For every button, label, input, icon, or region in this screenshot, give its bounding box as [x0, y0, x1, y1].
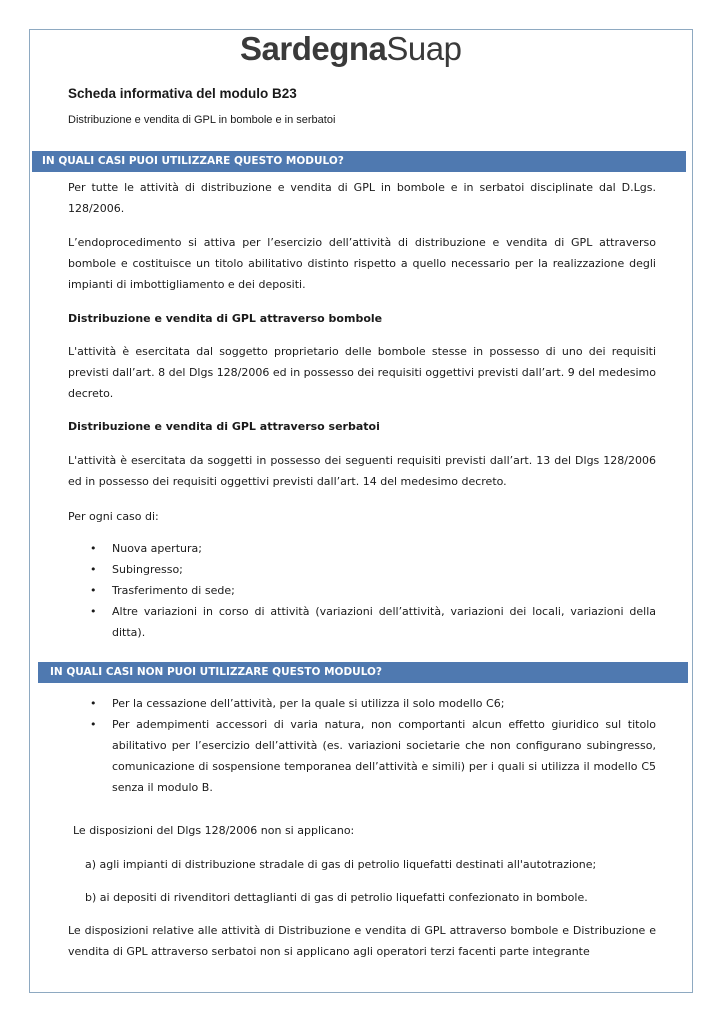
- subheading-bombole: Distribuzione e vendita di GPL attraverso bombole: [68, 312, 383, 325]
- logo-regular: Suap: [386, 30, 462, 67]
- section-heading-can-use: IN QUALI CASI PUOI UTILIZZARE QUESTO MODULO?: [32, 151, 686, 172]
- paragraph-endoprocedimento: L’endoprocedimento si attiva per l’esercizio dell’attività di distribuzione e vendita di GPL attraverso bombole e costituisce un titolo abilitativo distinto rispetto a quello necessario per la realizzazione degli impianti di imbottigliamento e dei depositi.: [68, 236, 656, 291]
- document-subtitle: Distribuzione e vendita di GPL in bombole e in serbatoi: [68, 114, 336, 126]
- paragraph-serbatoi: L'attività è esercitata da soggetti in possesso dei seguenti requisiti previsti dall’art. 13 del Dlgs 128/2006 ed in possesso dei requisiti oggettivi previsti dall’art. 14 del medesimo decreto.: [68, 454, 656, 488]
- bullet: •: [90, 563, 97, 576]
- bullet: •: [90, 605, 97, 618]
- list-item: • Per la cessazione dell’attività, per la quale si utilizza il solo modello C6;: [90, 693, 656, 714]
- logo-bold: Sardegna: [240, 30, 387, 67]
- section-heading-cannot-use: IN QUALI CASI NON PUOI UTILIZZARE QUESTO MODULO?: [38, 662, 688, 683]
- paragraph-non-si-applicano: Le disposizioni del Dlgs 128/2006 non si applicano:: [73, 824, 355, 837]
- sardegna-suap-logo: [240, 30, 461, 68]
- list-item: • Subingresso;: [90, 559, 656, 580]
- bullet: •: [90, 718, 97, 731]
- paragraph-item-a: a) agli impianti di distribuzione stradale di gas di petrolio liquefatti destinati all'autotrazione;: [85, 858, 597, 871]
- list-item: • Altre variazioni in corso di attività (variazioni dell’attività, variazioni dei locali, variazioni della ditta).: [90, 601, 656, 643]
- document-title: Scheda informativa del modulo B23: [68, 86, 297, 101]
- paragraph-bombole: L'attività è esercitata dal soggetto proprietario delle bombole stesse in possesso di uno dei requisiti previsti dall’art. 8 del Dlgs 128/2006 ed in possesso dei requisiti oggettivi previsti dall’art. 9 del medesimo decreto.: [68, 345, 656, 400]
- bullet: •: [90, 584, 97, 597]
- subheading-serbatoi: Distribuzione e vendita di GPL attraverso serbatoi: [68, 420, 380, 433]
- bullet: •: [90, 697, 97, 710]
- list-item: • Trasferimento di sede;: [90, 580, 656, 601]
- list-item: • Nuova apertura;: [90, 538, 656, 559]
- paragraph-per-ogni-caso: Per ogni caso di:: [68, 510, 159, 523]
- list-item: • Per adempimenti accessori di varia natura, non comportanti alcun effetto giuridico sul titolo abilitativo per l’esercizio dell’attività (es. variazioni societarie che non configurano subingresso, comunicazione di sospensione temporanea dell’attività e simili) per i quali si utilizza il modello C5 senza il modulo B.: [90, 714, 656, 798]
- paragraph-scope: Per tutte le attività di distribuzione e vendita di GPL in bombole e in serbatoi disciplinate dal D.Lgs. 128/2006.: [68, 181, 656, 215]
- paragraph-item-b: b) ai depositi di rivenditori dettaglianti di gas di petrolio liquefatti confezionato in bombole.: [85, 891, 588, 904]
- bullet: •: [90, 542, 97, 555]
- paragraph-disposizioni: Le disposizioni relative alle attività di Distribuzione e vendita di GPL attraverso bombole e Distribuzione e vendita di GPL attraverso serbatoi non si applicano agli operatori terzi facenti parte integrante: [68, 924, 656, 958]
